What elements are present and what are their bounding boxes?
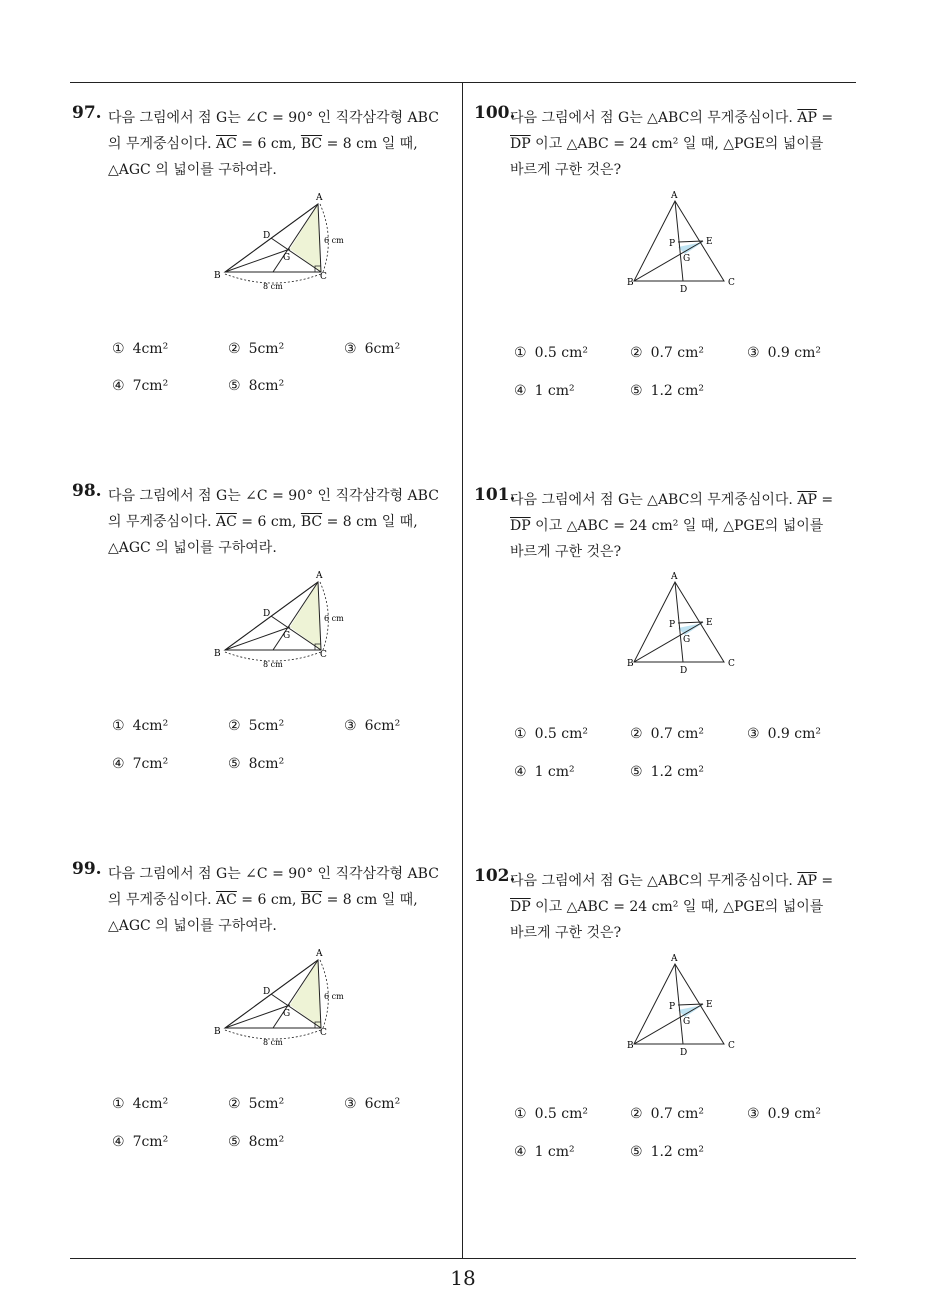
svg-text:C: C [728, 1041, 735, 1051]
choice-3[interactable]: ③ 6cm² [344, 341, 401, 357]
problem-number: 97. [72, 103, 102, 123]
svg-text:B: B [214, 1027, 221, 1037]
choice-5[interactable]: ⑤ 8cm² [228, 378, 285, 394]
svg-text:C: C [728, 659, 735, 669]
problem-number: 102. [474, 866, 516, 886]
right-triangle-figure [205, 566, 365, 671]
svg-text:D: D [680, 1048, 688, 1057]
svg-text:C: C [320, 272, 327, 282]
choice-4[interactable]: ④ 7cm² [112, 756, 169, 772]
problem-number: 98. [72, 481, 102, 501]
svg-text:8 cm: 8 cm [263, 1038, 283, 1047]
problem-statement: 다음 그림에서 점 G는 △ABC의 무게중심이다. $\overline{AP}$ = $\overline{DP}$ 이고 △ABC = 24 cm² 일 때, △PGE의 넓이를 바르게 구한 것은? [510, 492, 834, 560]
svg-text:P: P [669, 1002, 676, 1012]
choice-5[interactable]: ⑤ 1.2 cm² [630, 764, 705, 780]
svg-text:8 cm: 8 cm [263, 660, 283, 669]
problem-statement: 다음 그림에서 점 G는 ∠C = 90° 인 직각삼각형 ABC 의 무게중심이다. $\overline{AC} = 6$ cm, $\overline{BC} = 8$ cm 일 때, △AGC 의 넓이를 구하여라. [108, 866, 439, 934]
svg-text:G: G [283, 631, 291, 641]
choice-3[interactable]: ③ 6cm² [344, 718, 401, 734]
choice-5[interactable]: ⑤ 1.2 cm² [630, 1144, 705, 1160]
svg-text:B: B [214, 649, 221, 659]
svg-text:A: A [671, 191, 678, 201]
problem-statement: 다음 그림에서 점 G는 △ABC의 무게중심이다. $\overline{AP}$ = $\overline{DP}$ 이고 △ABC = 24 cm² 일 때, △PGE의 넓이를 바르게 구한 것은? [510, 873, 834, 941]
svg-text:G: G [283, 1009, 291, 1019]
svg-text:6 cm: 6 cm [324, 236, 344, 245]
svg-text:C: C [320, 1028, 327, 1038]
choice-1[interactable]: ① 0.5 cm² [514, 1106, 589, 1122]
svg-text:C: C [728, 278, 735, 288]
svg-text:A: A [671, 954, 678, 964]
svg-text:E: E [706, 618, 713, 628]
svg-text:D: D [263, 609, 271, 619]
svg-text:G: G [283, 253, 291, 263]
choice-2[interactable]: ② 5cm² [228, 341, 285, 357]
problem-statement: 다음 그림에서 점 G는 △ABC의 무게중심이다. $\overline{AP}$ = $\overline{DP}$ 이고 △ABC = 24 cm² 일 때, △PGE의 넓이를 바르게 구한 것은? [510, 110, 834, 178]
choice-4[interactable]: ④ 1 cm² [514, 764, 575, 780]
svg-text:B: B [627, 278, 634, 288]
svg-text:E: E [706, 1000, 713, 1010]
svg-text:D: D [263, 987, 271, 997]
choice-5[interactable]: ⑤ 1.2 cm² [630, 383, 705, 399]
right-triangle-figure [205, 188, 365, 293]
svg-text:P: P [669, 239, 676, 249]
problem-number: 100. [474, 103, 516, 123]
choice-1[interactable]: ① 0.5 cm² [514, 726, 589, 742]
choice-1[interactable]: ① 0.5 cm² [514, 345, 589, 361]
right-triangle-figure [205, 944, 365, 1049]
choice-4[interactable]: ④ 1 cm² [514, 1144, 575, 1160]
svg-text:G: G [683, 1017, 691, 1027]
choice-1[interactable]: ① 4cm² [112, 341, 169, 357]
choice-1[interactable]: ① 4cm² [112, 718, 169, 734]
choice-5[interactable]: ⑤ 8cm² [228, 1134, 285, 1150]
svg-text:A: A [316, 571, 323, 581]
svg-text:G: G [683, 254, 691, 264]
svg-text:D: D [263, 231, 271, 241]
choice-5[interactable]: ⑤ 8cm² [228, 756, 285, 772]
bottom-rule [70, 1258, 856, 1259]
svg-text:P: P [669, 620, 676, 630]
svg-text:A: A [316, 193, 323, 203]
svg-text:D: D [680, 285, 688, 294]
choice-4[interactable]: ④ 1 cm² [514, 383, 575, 399]
svg-text:A: A [316, 949, 323, 959]
problem-statement: 다음 그림에서 점 G는 ∠C = 90° 인 직각삼각형 ABC 의 무게중심이다. $\overline{AC} = 6$ cm, $\overline{BC} = 8$ cm 일 때, △AGC 의 넓이를 구하여라. [108, 488, 439, 556]
choice-2[interactable]: ② 5cm² [228, 1096, 285, 1112]
problem-number: 101. [474, 485, 516, 505]
choice-2[interactable]: ② 5cm² [228, 718, 285, 734]
choice-3[interactable]: ③ 0.9 cm² [747, 345, 822, 361]
svg-text:C: C [320, 650, 327, 660]
choice-2[interactable]: ② 0.7 cm² [630, 1106, 705, 1122]
choice-3[interactable]: ③ 0.9 cm² [747, 726, 822, 742]
centroid-triangle-figure [622, 570, 742, 675]
svg-text:8 cm: 8 cm [263, 282, 283, 291]
svg-text:A: A [671, 572, 678, 582]
svg-text:B: B [627, 659, 634, 669]
svg-text:D: D [680, 666, 688, 675]
svg-text:6 cm: 6 cm [324, 614, 344, 623]
svg-text:B: B [627, 1041, 634, 1051]
choice-2[interactable]: ② 0.7 cm² [630, 345, 705, 361]
choice-2[interactable]: ② 0.7 cm² [630, 726, 705, 742]
choice-1[interactable]: ① 4cm² [112, 1096, 169, 1112]
choice-3[interactable]: ③ 0.9 cm² [747, 1106, 822, 1122]
choice-4[interactable]: ④ 7cm² [112, 378, 169, 394]
problem-statement: 다음 그림에서 점 G는 ∠C = 90° 인 직각삼각형 ABC 의 무게중심이다. $\overline{AC} = 6$ cm, $\overline{BC} = 8$ cm 일 때, △AGC 의 넓이를 구하여라. [108, 110, 439, 178]
problem-number: 99. [72, 859, 102, 879]
column-divider [462, 82, 463, 1258]
centroid-triangle-figure [622, 952, 742, 1057]
choice-3[interactable]: ③ 6cm² [344, 1096, 401, 1112]
top-rule [70, 82, 856, 83]
centroid-triangle-figure [622, 189, 742, 294]
svg-text:E: E [706, 237, 713, 247]
choice-4[interactable]: ④ 7cm² [112, 1134, 169, 1150]
svg-text:6 cm: 6 cm [324, 992, 344, 1001]
svg-text:G: G [683, 635, 691, 645]
page-number: 18 [450, 1266, 476, 1290]
svg-text:B: B [214, 271, 221, 281]
